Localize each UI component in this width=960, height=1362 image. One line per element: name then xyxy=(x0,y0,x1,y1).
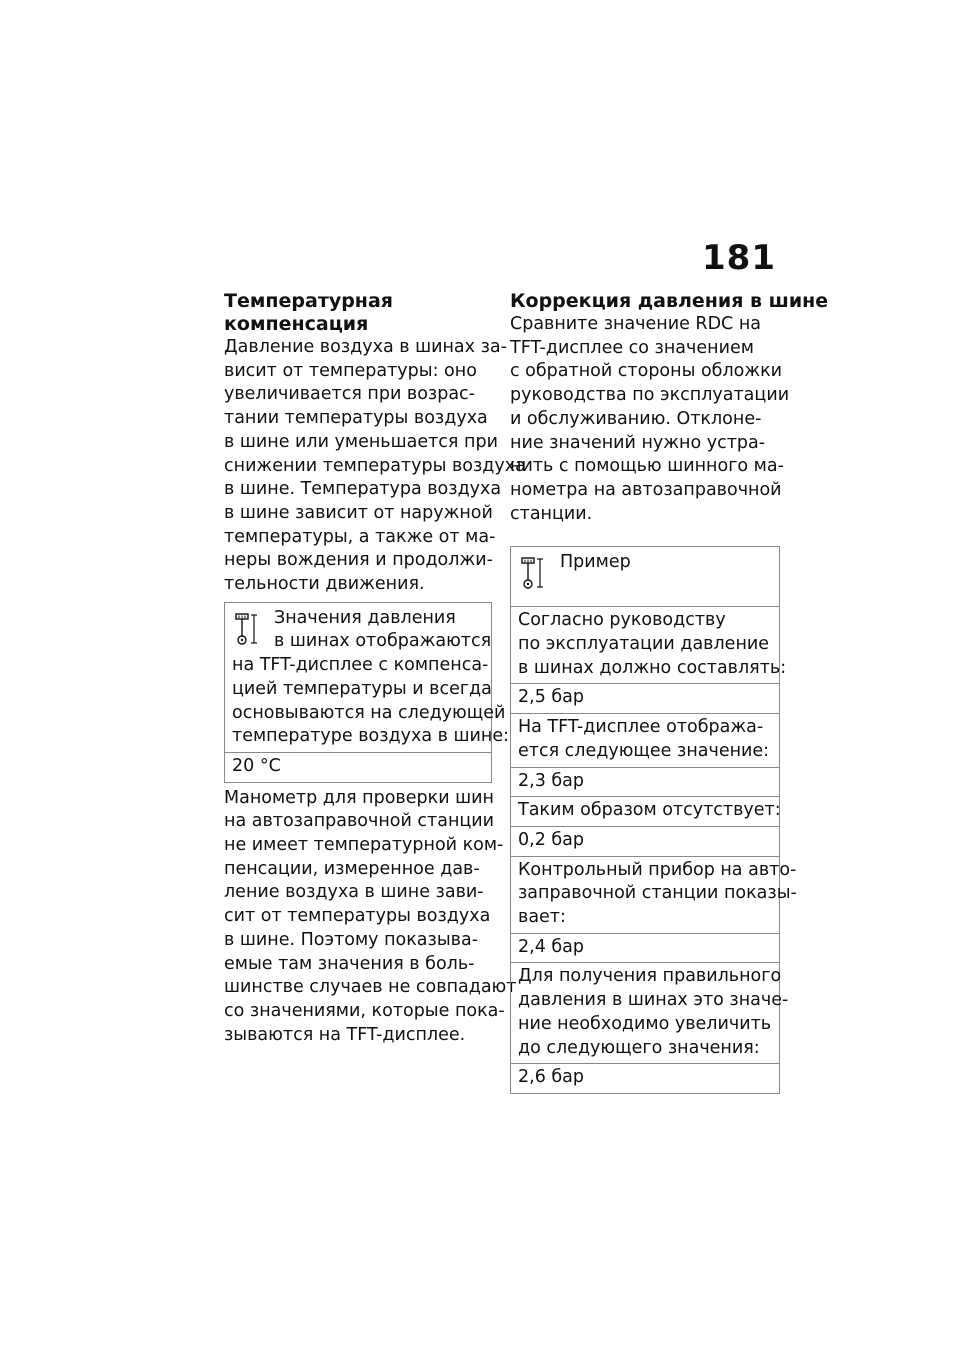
example-value: 2,4 бар xyxy=(511,933,779,963)
example-value: 2,3 бар xyxy=(511,767,779,797)
example-title: Пример xyxy=(560,552,631,573)
example-value: 0,2 бар xyxy=(511,826,779,856)
example-box xyxy=(510,546,797,1094)
pressure-correction-text: Сравните значение RDC на TFT-дисплее со значением с обратной стороны обложки руководства по эксплуатации и обслуживанию. Отклоне- ние значений нужно устра- нить с помощью шинного ма- нометра на автозаправочной станции. xyxy=(510,314,790,524)
example-row: Согласно руководству по эксплуатации давление в шинах должно составлять: xyxy=(511,606,779,683)
gauge-explanation-text: Манометр для проверки шин на автозаправочной станции не имеет температурной ком- пенсации, измеренное дав- ление воздуха в шине зави- сит от температуры воздуха в шине. Поэтому показыва- емые там значения в боль- шинстве случаев не совпадают со значениями, которые пока- зываются на TFT-дисплее. xyxy=(224,787,517,1045)
page-number: 181 xyxy=(702,238,776,278)
tire-pressure-gauge-icon xyxy=(234,611,260,647)
example-value: 2,6 бар xyxy=(511,1063,779,1093)
example-row: Для получения правильного давления в шинах это значе- ние необходимо увеличить до следующего значения: xyxy=(511,962,779,1063)
tire-pressure-gauge-icon xyxy=(520,555,546,591)
left-column xyxy=(224,290,526,1047)
temperature-compensation-text: Давление воздуха в шинах за- висит от температуры: оно увеличивается при возрас- тании температуры воздуха в шине или уменьшается при снижении температуры воздуха в шине. Температура воздуха в шине зависит от наружной температуры, а также от ма- неры вождения и продолжи- тельности движения. xyxy=(224,337,526,595)
right-column xyxy=(510,290,829,1094)
note-box xyxy=(224,602,509,783)
note-value: 20 °C xyxy=(225,752,491,782)
example-row: На TFT-дисплее отобража- ется следующее значение: xyxy=(511,713,779,766)
note-text: Значения давления в шинах отображаются на TFT-дисплее с компенса- цией температуры и всегда основываются на следующей температуре воздуха в шине: xyxy=(232,607,509,747)
example-row: Таким образом отсутствует: xyxy=(511,796,779,826)
example-row: Контрольный прибор на авто- заправочной станции показы- вает: xyxy=(511,856,779,933)
pressure-correction-heading: Коррекция давления в шине xyxy=(510,290,829,312)
example-header xyxy=(511,547,779,606)
example-value: 2,5 бар xyxy=(511,683,779,713)
temperature-compensation-heading: Температурная компенсация xyxy=(224,290,393,335)
